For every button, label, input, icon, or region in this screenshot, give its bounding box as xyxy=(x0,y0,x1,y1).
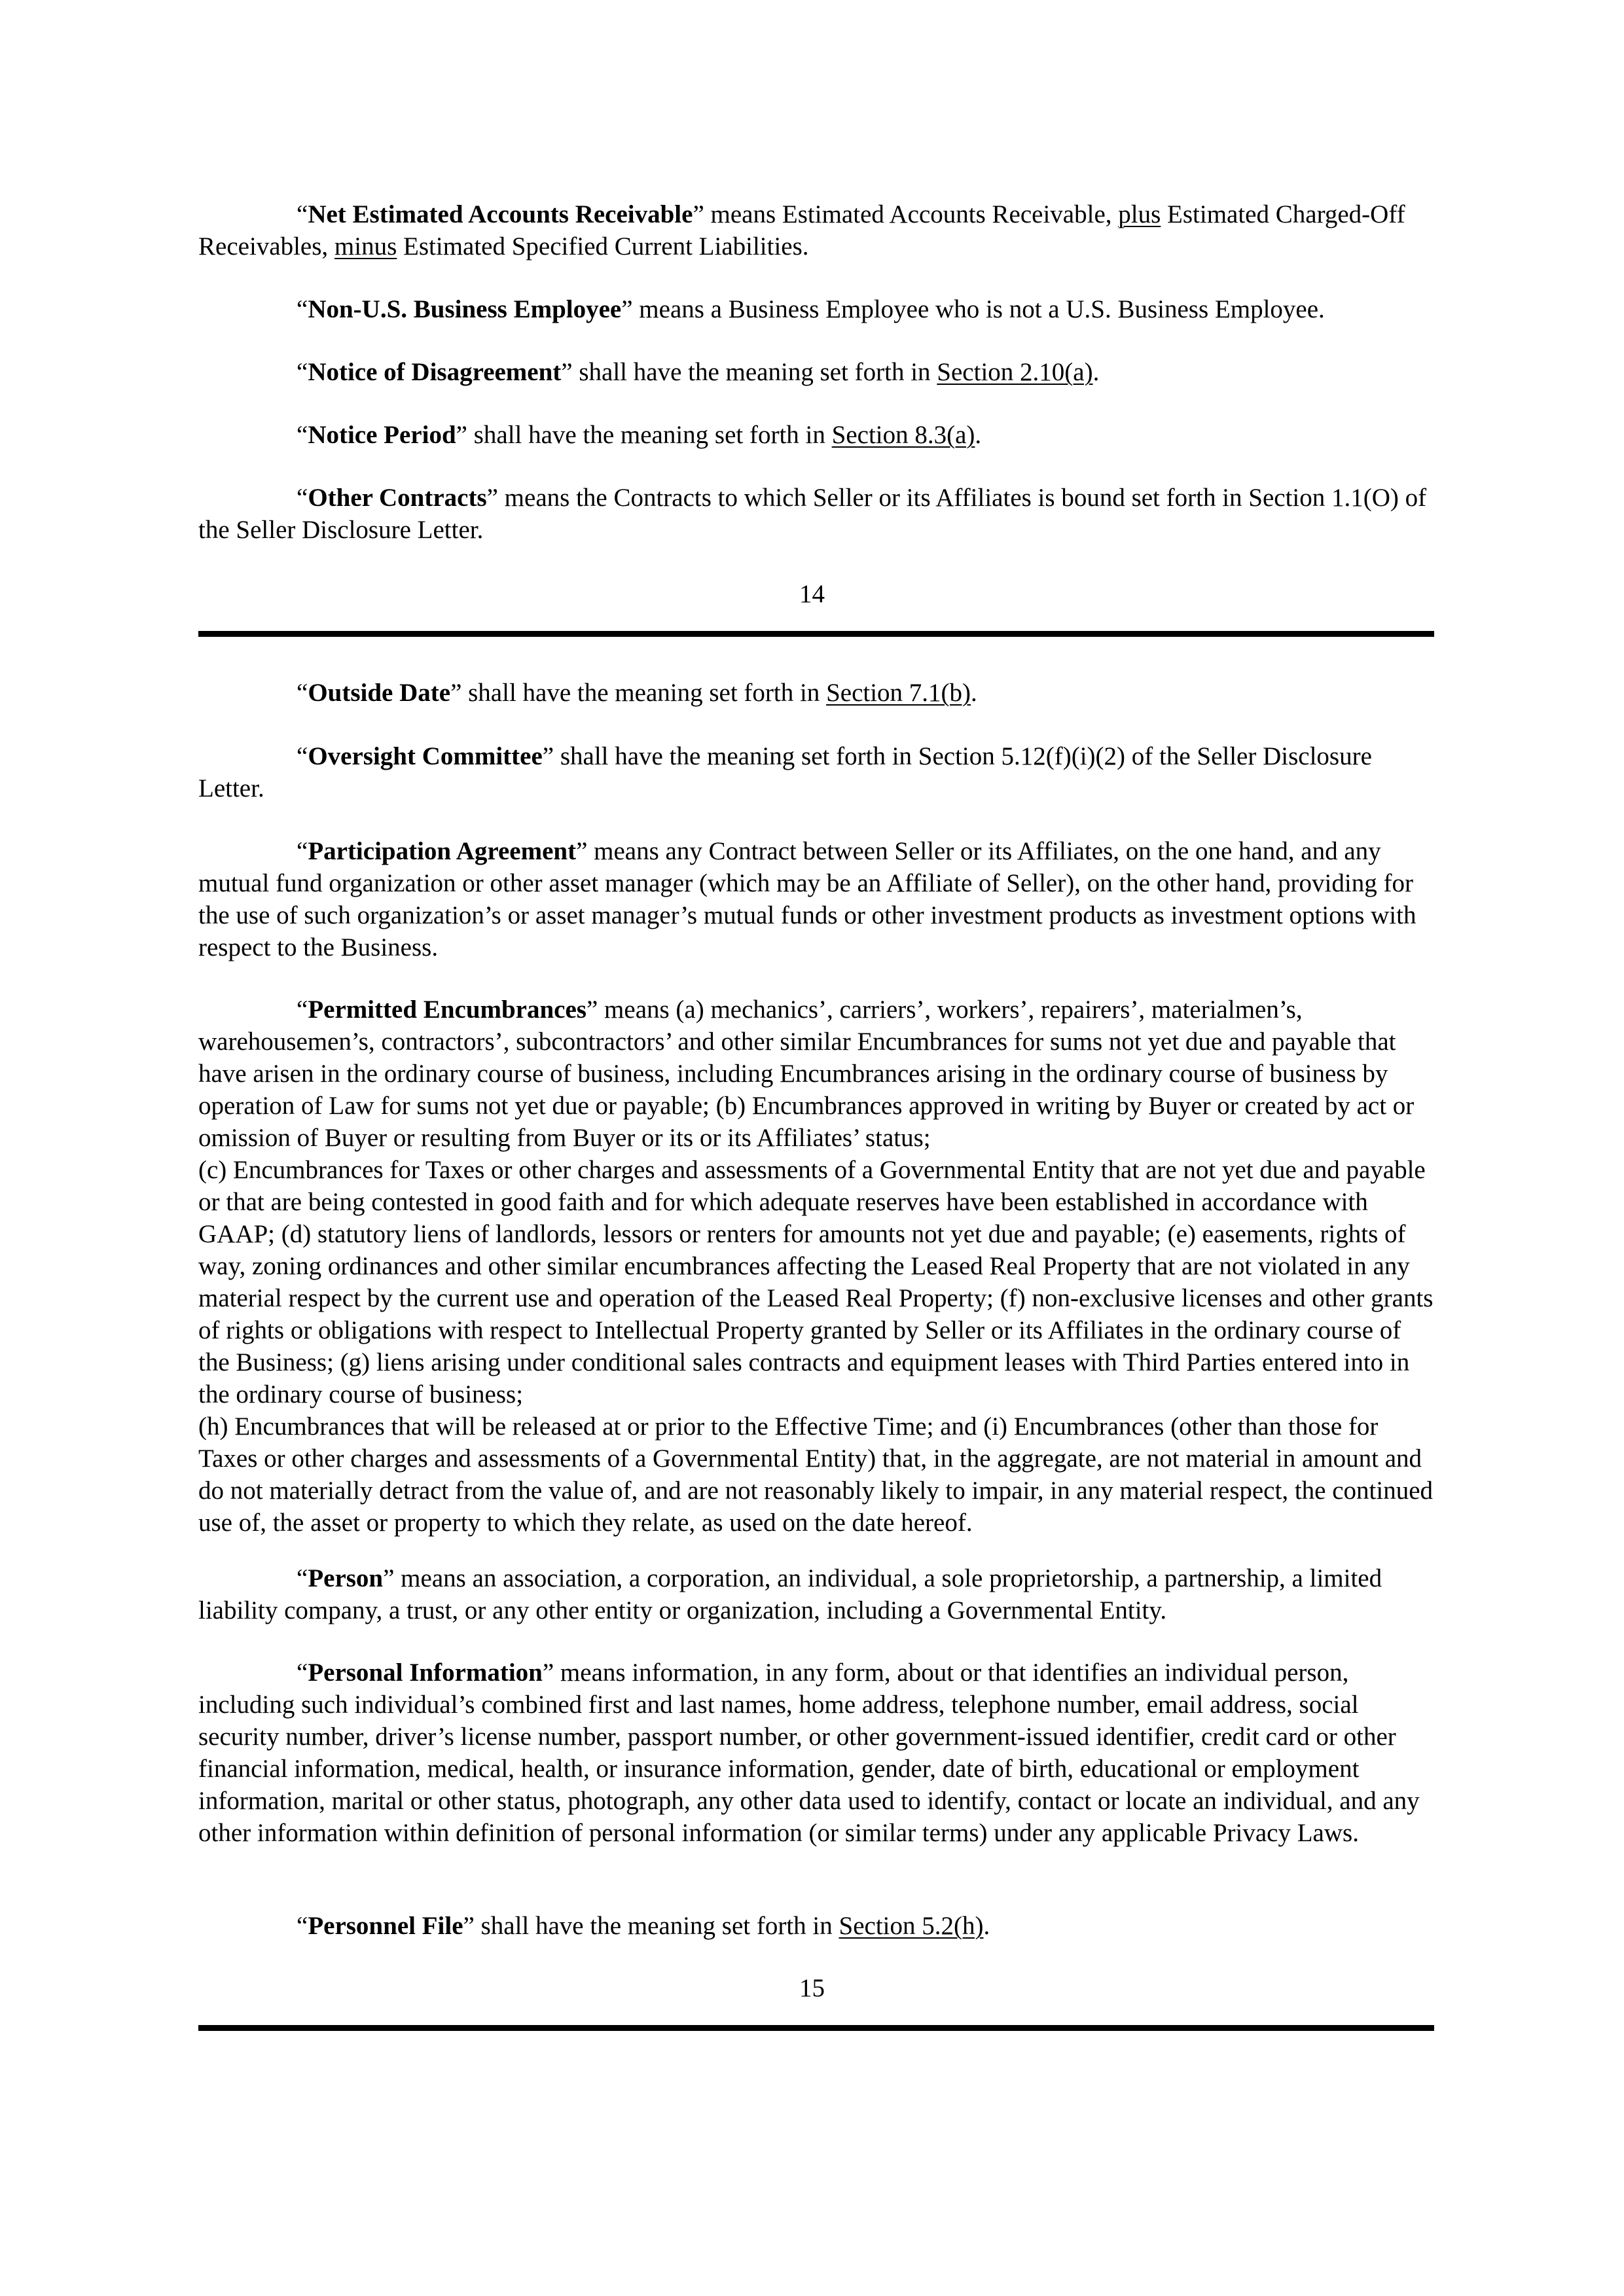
defined-term: Oversight Committee xyxy=(308,742,543,770)
definition-notice-of-disagreement: “Notice of Disagreement” shall have the meaning set forth in Section 2.10(a). xyxy=(297,358,1100,386)
cross-reference: Section 8.3(a) xyxy=(831,421,975,449)
cross-reference: Section 5.2(h) xyxy=(839,1912,984,1940)
page-number: 15 xyxy=(799,1974,825,2002)
defined-term: Non-U.S. Business Employee xyxy=(308,295,622,323)
definition-outside-date: “Outside Date” shall have the meaning set forth in Section 7.1(b). xyxy=(297,679,977,707)
defined-term: Personal Information xyxy=(308,1659,543,1687)
page-number: 14 xyxy=(799,580,825,608)
definition-net-estimated-accounts-receivable: “Net Estimated Accounts Receivable” means Estimated Accounts Receivable, plus Estimated Charged-Off Receivables, minus Estimated Specified Current Liabilities. xyxy=(198,200,1405,260)
cross-reference: Section 7.1(b) xyxy=(826,679,971,707)
definition-other-contracts: “Other Contracts” means the Contracts to which Seller or its Affiliates is bound set forth in Section 1.1(O) of the Seller Disclosure Letter. xyxy=(198,484,1427,544)
defined-term: Notice of Disagreement xyxy=(308,358,562,386)
definition-notice-period: “Notice Period” shall have the meaning set forth in Section 8.3(a). xyxy=(297,421,982,449)
defined-term: Notice Period xyxy=(308,421,456,449)
definition-oversight-committee: “Oversight Committee” shall have the meaning set forth in Section 5.12(f)(i)(2) of the Seller Disclosure Letter. xyxy=(198,742,1372,802)
definition-personnel-file: “Personnel File” shall have the meaning set forth in Section 5.2(h). xyxy=(297,1912,990,1940)
definition-person: “Person” means an association, a corporation, an individual, a sole proprietorship, a partnership, a limited liability company, a trust, or any other entity or organization, including a Governmental Entity. xyxy=(198,1564,1382,1624)
defined-term: Permitted Encumbrances xyxy=(308,996,586,1024)
page-break-rule xyxy=(198,631,1434,637)
defined-term: Other Contracts xyxy=(308,484,487,512)
cross-reference: minus xyxy=(334,232,397,260)
cross-reference: plus xyxy=(1118,200,1161,228)
defined-term: Outside Date xyxy=(308,679,451,707)
definition-participation-agreement: “Participation Agreement” means any Contract between Seller or its Affiliates, on the one hand, and any mutual fund organization or other asset manager (which may be an Affiliate of Seller), on the other hand, providing for the use of such organization’s or asset manager’s mutual funds or other investment products as investment options with respect to the Business. xyxy=(198,837,1416,961)
definition-non-us-business-employee: “Non-U.S. Business Employee” means a Business Employee who is not a U.S. Business Employee. xyxy=(297,295,1325,323)
defined-term: Participation Agreement xyxy=(308,837,577,865)
cross-reference: Section 2.10(a) xyxy=(937,358,1093,386)
defined-term: Person xyxy=(308,1564,384,1592)
defined-term: Personnel File xyxy=(308,1912,463,1940)
definition-permitted-encumbrances: “Permitted Encumbrances” means (a) mechanics’, carriers’, workers’, repairers’, materialmen’s, warehousemen’s, contractors’, subcontractors’ and other similar Encumbrances for sums not yet due and payable that have arisen in the ordinary course of business, including Encumbrances arising in the ordinary course of business by operation of Law for sums not yet due or payable; (b) Encumbrances approved in writing by Buyer or created by act or omission of Buyer or resulting from Buyer or its or its Affiliates’ status; (c) Encumbrances for Taxes or other charges and assessments of a Governmental Entity that are not yet due and payable or that are being contested in good faith and for which adequate reserves have been established in accordance with GAAP; (d) statutory liens of landlords, lessors or renters for amounts not yet due and payable; (e) easements, rights of way, zoning ordinances and other similar encumbrances affecting the Leased Real Property that are not violated in any material respect by the current use and operation of the Leased Real Property; (f) non-exclusive licenses and other grants of rights or obligations with respect to Intellectual Property granted by Seller or its Affiliates in the ordinary course of the Business; (g) liens arising under conditional sales contracts and equipment leases with Third Parties entered into in the ordinary course of business; (h) Encumbrances that will be released at or prior to the Effective Time; and (i) Encumbrances (other than those for Taxes or other charges and assessments of a Governmental Entity) that, in the aggregate, are not material in amount and do not materially detract from the value of, and are not reasonably likely to impair, in any material respect, the continued use of, the asset or property to which they relate, as used on the date hereof. xyxy=(198,996,1434,1537)
definition-personal-information: “Personal Information” means information, in any form, about or that identifies an individual person, including such individual’s combined first and last names, home address, telephone number, email address, social security number, driver’s license number, passport number, or other government-issued identifier, credit card or other financial information, medical, health, or insurance information, gender, date of birth, educational or employment information, marital or other status, photograph, any other data used to identify, contact or locate an individual, and any other information within definition of personal information (or similar terms) under any applicable Privacy Laws. xyxy=(198,1659,1420,1847)
page-break-rule xyxy=(198,2025,1434,2031)
defined-term: Net Estimated Accounts Receivable xyxy=(308,200,693,228)
